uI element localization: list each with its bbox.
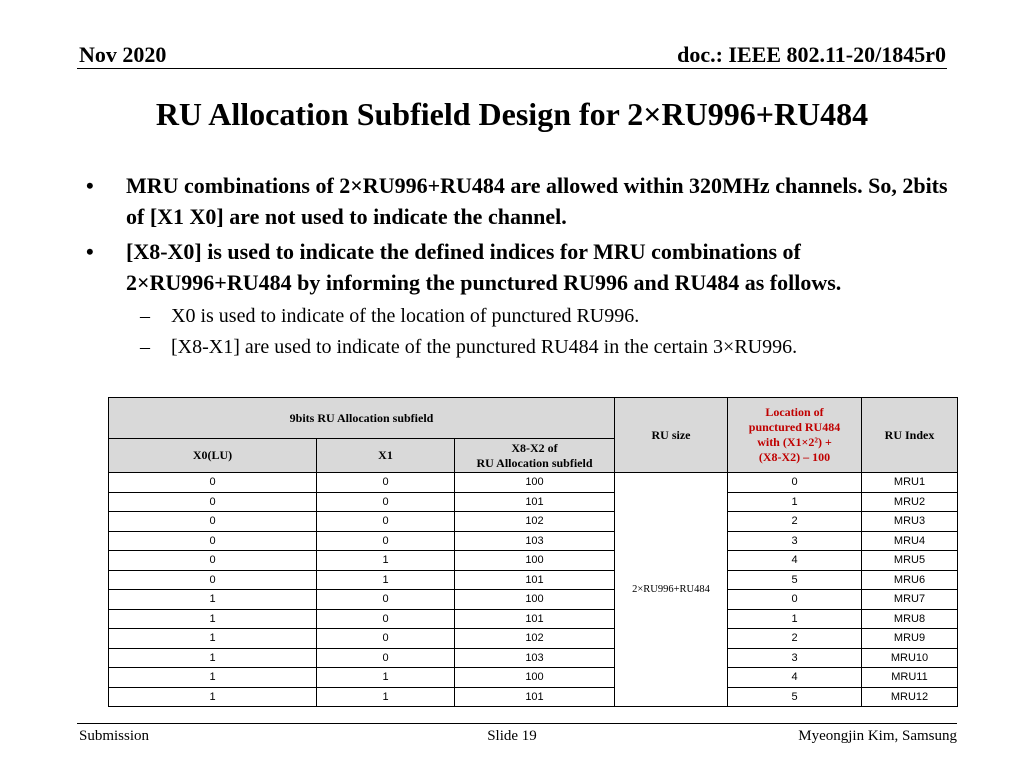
header-loc-line: punctured RU484: [748, 420, 841, 434]
cell-x1: 1: [317, 570, 455, 590]
cell-x1: 0: [317, 492, 455, 512]
cell-x0: 1: [109, 668, 317, 688]
cell-x8-x2: 102: [455, 512, 615, 532]
cell-location: 5: [728, 687, 862, 707]
header-punctured-location: [728, 398, 862, 473]
cell-location: 2: [728, 629, 862, 649]
cell-x8-x2: 100: [455, 473, 615, 493]
header-ru-index: RU Index: [862, 398, 958, 473]
cell-x8-x2: 101: [455, 687, 615, 707]
cell-x8-x2: 101: [455, 492, 615, 512]
cell-x8-x2: 101: [455, 609, 615, 629]
footer-slide-number: Slide 19: [487, 728, 537, 744]
sub-bullet-marker: –: [140, 305, 150, 327]
slide-body: [80, 170, 960, 361]
cell-ru-index: MRU12: [862, 687, 958, 707]
cell-x0: 0: [109, 512, 317, 532]
table-row: [109, 512, 958, 532]
ru-allocation-table: [108, 397, 958, 707]
cell-x8-x2: 103: [455, 531, 615, 551]
cell-ru-index: MRU4: [862, 531, 958, 551]
cell-x0: 0: [109, 531, 317, 551]
header-date: Nov 2020: [79, 42, 167, 67]
header-loc-line: Location of: [765, 405, 824, 419]
cell-x8-x2: 101: [455, 570, 615, 590]
cell-x0: 1: [109, 590, 317, 610]
table-row: [109, 648, 958, 668]
sub-bullet-item: [80, 302, 960, 330]
sub-bullet-text: X0 is used to indicate of the location of punctured RU996.: [171, 305, 640, 327]
header-x8-x2: [455, 439, 615, 473]
cell-ru-index: MRU11: [862, 668, 958, 688]
table-row: [109, 590, 958, 610]
cell-x0: 0: [109, 570, 317, 590]
cell-location: 4: [728, 668, 862, 688]
cell-location: 4: [728, 551, 862, 571]
cell-location: 3: [728, 531, 862, 551]
cell-x1: 0: [317, 629, 455, 649]
cell-ru-index: MRU2: [862, 492, 958, 512]
bullet-item: [80, 170, 960, 232]
table-row: [109, 668, 958, 688]
cell-x8-x2: 100: [455, 668, 615, 688]
cell-x1: 0: [317, 473, 455, 493]
cell-x1: 0: [317, 648, 455, 668]
header-x8-x2-line: X8-X2 of: [511, 440, 558, 455]
cell-x8-x2: 100: [455, 590, 615, 610]
table-row: [109, 609, 958, 629]
cell-x1: 0: [317, 609, 455, 629]
cell-location: 0: [728, 590, 862, 610]
header-doc-id: doc.: IEEE 802.11-20/1845r0: [677, 42, 946, 67]
cell-x8-x2: 103: [455, 648, 615, 668]
cell-x0: 1: [109, 687, 317, 707]
table-row: [109, 629, 958, 649]
cell-location: 5: [728, 570, 862, 590]
footer-submission: Submission: [79, 728, 150, 744]
bullet-marker: •: [86, 239, 94, 264]
cell-x1: 0: [317, 590, 455, 610]
slide-title: RU Allocation Subfield Design for 2×RU996+RU484: [155, 96, 869, 132]
cell-ru-index: MRU8: [862, 609, 958, 629]
cell-ru-index: MRU7: [862, 590, 958, 610]
cell-ru-index: MRU3: [862, 512, 958, 532]
cell-x1: 1: [317, 551, 455, 571]
cell-x1: 1: [317, 687, 455, 707]
table-row: [109, 531, 958, 551]
header-loc-line: (X8-X2) – 100: [758, 450, 831, 464]
footer-divider: [77, 723, 957, 724]
cell-location: 2: [728, 512, 862, 532]
cell-x1: 1: [317, 668, 455, 688]
cell-ru-index: MRU10: [862, 648, 958, 668]
cell-x0: 1: [109, 609, 317, 629]
bullet-item: [80, 236, 960, 298]
cell-location: 0: [728, 473, 862, 493]
cell-x1: 0: [317, 531, 455, 551]
cell-ru-index: MRU1: [862, 473, 958, 493]
header-loc-line: with (X1×2²) +: [757, 435, 832, 449]
cell-x0: 0: [109, 492, 317, 512]
cell-x0: 0: [109, 473, 317, 493]
bullet-marker: •: [86, 173, 94, 198]
table-row: [109, 492, 958, 512]
cell-x0: 1: [109, 648, 317, 668]
cell-ru-size: 2×RU996+RU484: [615, 473, 728, 707]
table-row: [109, 551, 958, 571]
footer-author: Myeongjin Kim, Samsung: [798, 728, 957, 744]
cell-x8-x2: 100: [455, 551, 615, 571]
bullet-text: MRU combinations of 2×RU996+RU484 are allowed within 320MHz channels. So, 2bits of [X1 X0] are not used to indicate the channel.: [126, 173, 948, 229]
header-9bits-group: 9bits RU Allocation subfield: [109, 398, 615, 439]
sub-bullet-item: [80, 333, 960, 361]
cell-location: 1: [728, 609, 862, 629]
bullet-text: [X8-X0] is used to indicate the defined indices for MRU combinations of 2×RU996+RU484 by informing the punctured RU996 and RU484 as follows.: [126, 239, 842, 295]
cell-x0: 0: [109, 551, 317, 571]
table-row: [109, 570, 958, 590]
header-x8-x2-line: RU Allocation subfield: [476, 455, 593, 470]
cell-x0: 1: [109, 629, 317, 649]
header-x0: X0(LU): [109, 439, 317, 473]
sub-bullet-text: [X8-X1] are used to indicate of the punctured RU484 in the certain 3×RU996.: [171, 336, 798, 358]
cell-x1: 0: [317, 512, 455, 532]
cell-location: 3: [728, 648, 862, 668]
cell-ru-index: MRU5: [862, 551, 958, 571]
cell-ru-index: MRU6: [862, 570, 958, 590]
table-row: [109, 687, 958, 707]
header-x1: X1: [317, 439, 455, 473]
header-divider: [77, 68, 947, 69]
table-row: [109, 473, 958, 493]
cell-x8-x2: 102: [455, 629, 615, 649]
cell-location: 1: [728, 492, 862, 512]
header-ru-size: RU size: [615, 398, 728, 473]
sub-bullet-marker: –: [140, 336, 150, 358]
cell-ru-index: MRU9: [862, 629, 958, 649]
